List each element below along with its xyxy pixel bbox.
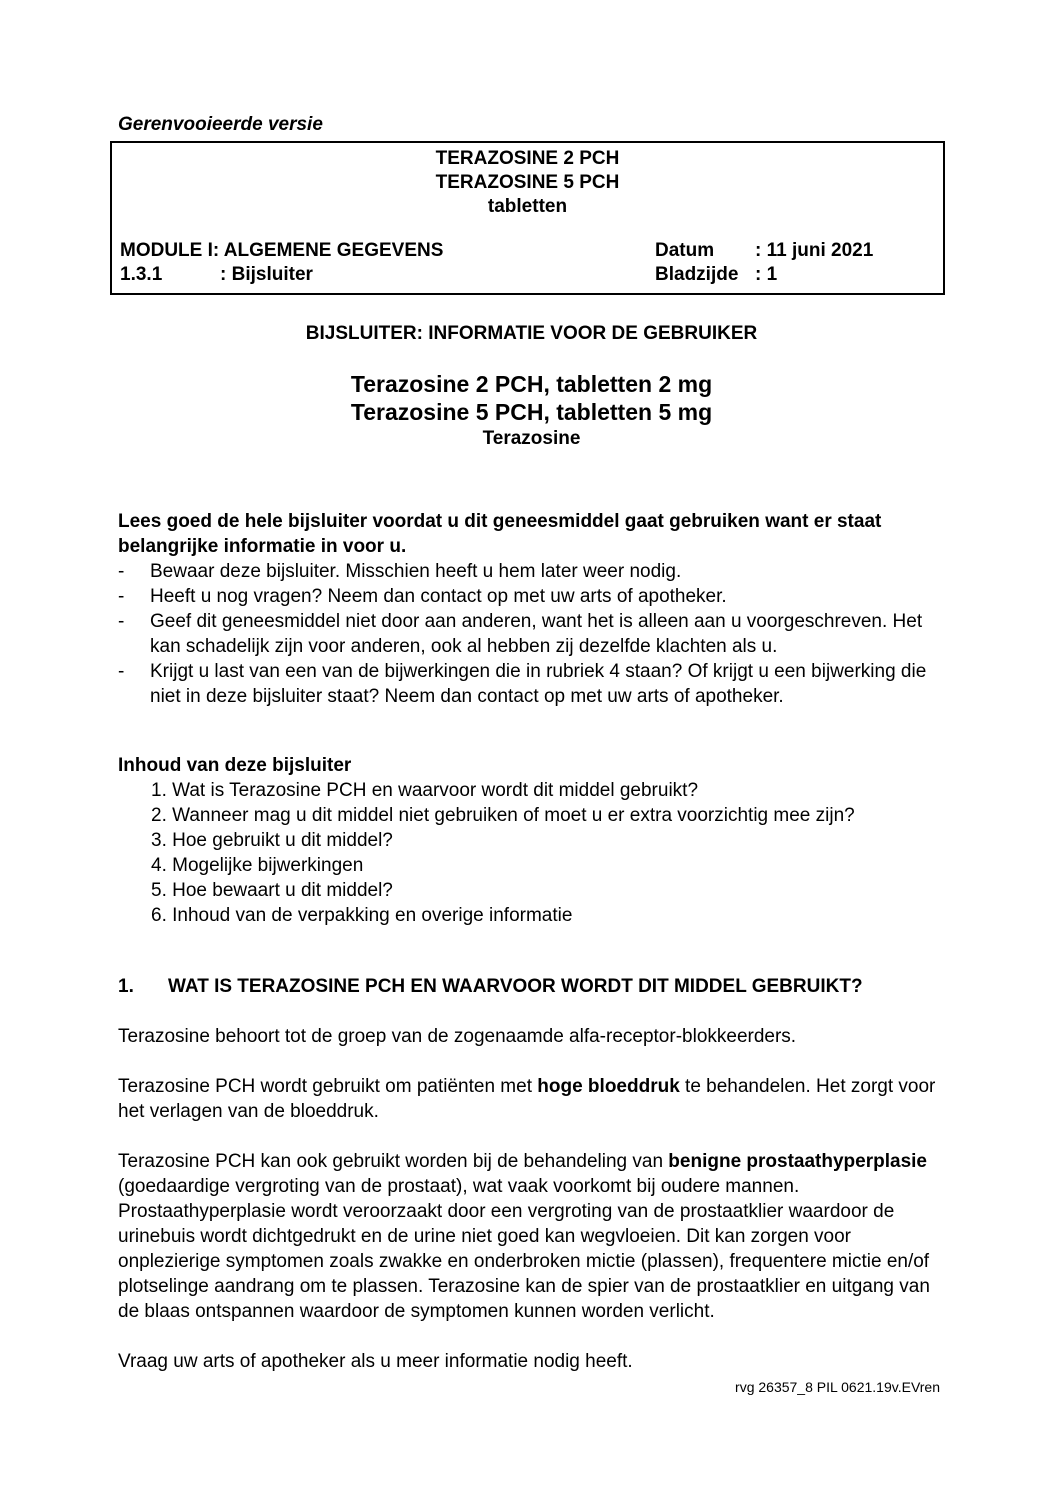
header-product-line-2: TERAZOSINE 5 PCH <box>435 172 620 193</box>
paragraph-text: Terazosine PCH wordt gebruikt om patiënten met <box>118 1076 538 1097</box>
header-module-row <box>120 239 935 263</box>
bullet-dash: - <box>118 561 125 582</box>
product-title-2mg: Terazosine 2 PCH, tabletten 2 mg <box>350 371 713 397</box>
paragraph-text: te behandelen. Het zorgt voor het verlagen van de bloeddruk. <box>118 1076 936 1122</box>
list-item <box>118 659 945 709</box>
section1-title: WAT IS TERAZOSINE PCH EN WAARVOOR WORDT DIT MIDDEL GEBRUIKT? <box>168 976 863 997</box>
contents-item-2: 2. Wanneer mag u dit middel niet gebruiken of moet u er extra voorzichtig mee zijn? <box>151 805 855 826</box>
list-item <box>118 609 945 659</box>
paragraph-text: Terazosine PCH kan ook gebruikt worden bij de behandeling van <box>118 1151 669 1172</box>
page-number-label: Bladzijde <box>655 264 739 285</box>
section-value: : Bijsluiter <box>220 264 313 285</box>
version-label: Gerenvooieerde versie <box>118 114 323 135</box>
bold-term: benigne prostaathyperplasie <box>668 1151 927 1172</box>
bullet-dash: - <box>118 586 125 607</box>
document-header-box <box>110 141 945 295</box>
header-product-line-3: tabletten <box>487 196 568 217</box>
document-reference-footer: rvg 26357_8 PIL 0621.19v.EVren <box>735 1379 940 1395</box>
header-section-row <box>120 263 935 287</box>
intro-heading: Lees goed de hele bijsluiter voordat u dit geneesmiddel gaat gebruiken want er staat belangrijke informatie in voor u. <box>118 511 882 557</box>
list-item <box>118 559 945 584</box>
bullet-text: Geef dit geneesmiddel niet door aan anderen, want het is alleen aan u voorgeschreven. Het kan schadelijk zijn voor anderen, ook al hebben zij dezelfde klachten als u. <box>150 611 923 657</box>
paragraph-text: Prostaathyperplasie wordt veroorzaakt door een vergroting van de prostaatklier waardoor de urinebuis wordt dichtgedrukt en de urine niet goed kan wegvloeien. Dit kan zorgen voor onplezierige symptomen zoals zwakke en onderbroken mictie (plassen), frequentere mictie en/of plotselinge aandrang om te plassen. Terazosine kan de spier van de prostaatklier en uitgang van de blaas ontspannen waardoor de symptomen kunnen worden verlicht. <box>118 1201 930 1322</box>
paragraph: Terazosine behoort tot de groep van de zogenaamde alfa-receptor-blokkeerders. <box>118 1026 797 1047</box>
contents-section <box>118 753 945 928</box>
contents-item-4: 4. Mogelijke bijwerkingen <box>151 855 364 876</box>
bullet-dash: - <box>118 611 125 632</box>
date-value: : 11 juni 2021 <box>755 240 874 261</box>
leaflet-heading: BIJSLUITER: INFORMATIE VOOR DE GEBRUIKER <box>305 323 758 344</box>
title-block <box>118 370 945 451</box>
page-number-value: : 1 <box>755 264 778 285</box>
header-product-line-1: TERAZOSINE 2 PCH <box>435 148 620 169</box>
paragraph <box>118 1074 945 1124</box>
contents-heading: Inhoud van deze bijsluiter <box>118 755 352 776</box>
contents-item-6: 6. Inhoud van de verpakking en overige informatie <box>151 905 573 926</box>
active-substance: Terazosine <box>482 428 581 449</box>
section1-heading <box>118 974 945 999</box>
section1-number: 1. <box>118 976 134 997</box>
section-number-label: 1.3.1 <box>120 264 163 285</box>
bullet-text: Krijgt u last van een van de bijwerkingen die in rubriek 4 staan? Of krijgt u een bijwerking die niet in deze bijsluiter staat? Neem dan contact op met uw arts of apotheker. <box>150 661 927 707</box>
product-title-5mg: Terazosine 5 PCH, tabletten 5 mg <box>350 399 713 425</box>
paragraph: Vraag uw arts of apotheker als u meer informatie nodig heeft. <box>118 1351 633 1372</box>
module-label: MODULE I: ALGEMENE GEGEVENS <box>120 240 444 261</box>
paragraph-text: (goedaardige vergroting van de prostaat), wat vaak voorkomt bij oudere mannen. <box>118 1176 800 1197</box>
intro-section <box>118 509 945 709</box>
bullet-text: Bewaar deze bijsluiter. Misschien heeft u hem later weer nodig. <box>150 561 682 582</box>
bullet-dash: - <box>118 661 125 682</box>
header-spacer <box>120 219 935 239</box>
date-label: Datum <box>655 240 715 261</box>
contents-item-3: 3. Hoe gebruikt u dit middel? <box>151 830 393 851</box>
paragraph <box>118 1149 945 1324</box>
contents-item-1: 1. Wat is Terazosine PCH en waarvoor wordt dit middel gebruikt? <box>151 780 699 801</box>
list-item <box>118 584 945 609</box>
bold-term: hoge bloeddruk <box>537 1076 680 1097</box>
contents-item-5: 5. Hoe bewaart u dit middel? <box>151 880 393 901</box>
bullet-text: Heeft u nog vragen? Neem dan contact op met uw arts of apotheker. <box>150 586 727 607</box>
contents-list <box>118 778 945 928</box>
